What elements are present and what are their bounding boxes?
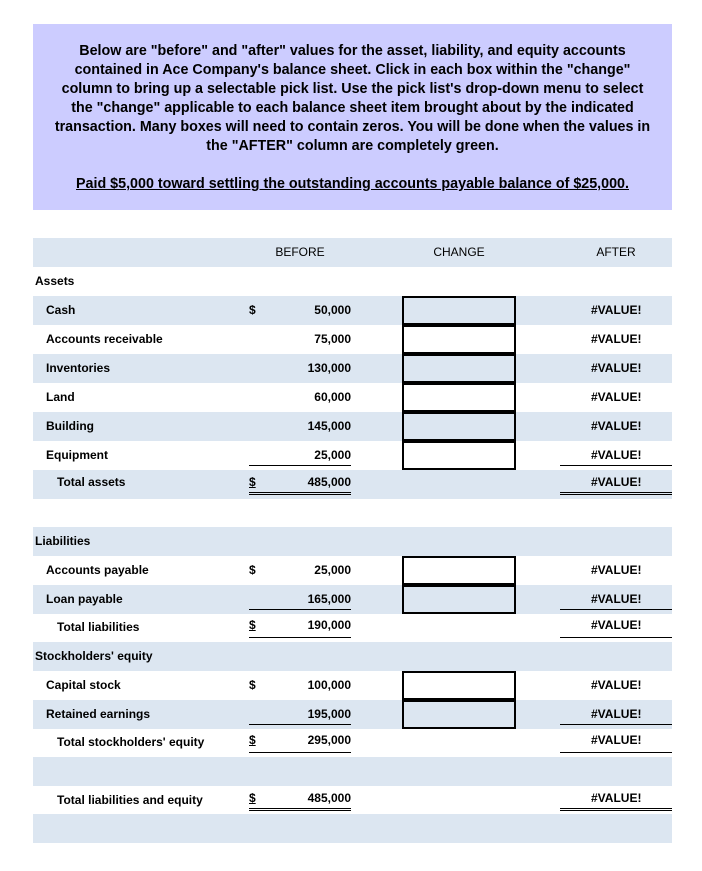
after-value: #VALUE!	[560, 470, 672, 495]
before-value: 485,000	[249, 786, 351, 811]
before-value: 145,000	[307, 419, 351, 433]
before-value: 485,000	[249, 470, 351, 495]
after-value: #VALUE!	[591, 332, 642, 346]
dollar-sign: $	[249, 678, 256, 692]
section-label: Stockholders' equity	[35, 649, 153, 663]
change-input-capital-stock[interactable]	[402, 671, 516, 700]
row-label: Accounts receivable	[46, 332, 163, 346]
after-value: #VALUE!	[591, 361, 642, 375]
before-value: 130,000	[307, 361, 351, 375]
row-cash	[0, 296, 702, 325]
row-label: Inventories	[46, 361, 111, 375]
section-label: Liabilities	[35, 534, 91, 548]
before-header: BEFORE	[275, 245, 325, 259]
row-retained-earnings	[0, 700, 702, 729]
change-input-cash[interactable]	[402, 296, 516, 325]
row-label: Total stockholders' equity	[57, 735, 205, 749]
before-value: 195,000	[249, 700, 351, 725]
before-value: 100,000	[307, 678, 351, 692]
row-label: Total liabilities	[57, 620, 140, 634]
row-total-liabilities-equity	[0, 786, 702, 815]
before-value: 50,000	[314, 303, 351, 317]
row-equipment	[0, 441, 702, 470]
row-band	[33, 814, 672, 843]
after-value: #VALUE!	[591, 419, 642, 433]
row-accounts-payable	[0, 556, 702, 585]
before-value: 25,000	[249, 441, 351, 466]
row-total-liabilities	[0, 613, 702, 642]
change-input-accounts-payable[interactable]	[402, 556, 516, 585]
change-input-accounts-receivable[interactable]	[402, 325, 516, 354]
dollar-sign: $	[249, 733, 256, 747]
change-input-inventories[interactable]	[402, 354, 516, 383]
row-inventories	[0, 354, 702, 383]
row-label: Cash	[46, 303, 76, 317]
before-value: 165,000	[249, 585, 351, 610]
change-input-loan-payable[interactable]	[402, 585, 516, 614]
after-header: AFTER	[596, 245, 636, 259]
before-value: 25,000	[314, 563, 351, 577]
row-label: Total assets	[57, 475, 126, 489]
row-label: Building	[46, 419, 94, 433]
row-total-equity	[0, 728, 702, 757]
section-assets	[0, 267, 702, 296]
row-capital-stock	[0, 671, 702, 700]
change-input-retained-earnings[interactable]	[402, 700, 516, 729]
after-value: #VALUE!	[560, 441, 672, 466]
row-land	[0, 383, 702, 412]
row-label: Equipment	[46, 448, 108, 462]
before-value: 75,000	[314, 332, 351, 346]
row-label: Capital stock	[46, 678, 121, 692]
before-value: 295,000	[249, 728, 351, 753]
row-band	[33, 757, 672, 786]
row-label: Total liabilities and equity	[57, 793, 203, 807]
row-accounts-receivable	[0, 325, 702, 354]
after-value: #VALUE!	[560, 700, 672, 725]
after-value: #VALUE!	[591, 563, 642, 577]
after-value: #VALUE!	[560, 613, 672, 638]
change-header: CHANGE	[433, 245, 485, 259]
row-total-assets	[0, 470, 702, 499]
after-value: #VALUE!	[560, 728, 672, 753]
after-value: #VALUE!	[560, 585, 672, 610]
after-value: #VALUE!	[591, 303, 642, 317]
section-equity	[0, 642, 702, 671]
before-value: 190,000	[249, 613, 351, 638]
change-input-equipment[interactable]	[402, 441, 516, 470]
dollar-sign: $	[249, 618, 256, 632]
row-building	[0, 412, 702, 441]
row-label: Land	[46, 390, 75, 404]
change-input-building[interactable]	[402, 412, 516, 441]
instructions-text: Below are "before" and "after" values for the asset, liability, and equity accounts contained in Ace Company's balance sheet. Click in each box within the "change" column to bring up a selectable pick list. Use the pick list's drop-down menu to select the "change" applicable to each balance sheet item brought about by the indicated transaction. Many boxes will need to contain zeros. You will be done when the values in the "AFTER" column are completely green.	[54, 43, 651, 154]
row-label: Retained earnings	[46, 707, 151, 721]
before-value: 60,000	[314, 390, 351, 404]
row-loan-payable	[0, 585, 702, 614]
after-value: #VALUE!	[591, 678, 642, 692]
dollar-sign: $	[249, 563, 256, 577]
section-liabilities	[0, 527, 702, 556]
column-header-row	[0, 238, 702, 267]
section-label: Assets	[35, 274, 75, 288]
dollar-sign: $	[249, 303, 256, 317]
instructions-panel	[33, 24, 672, 210]
row-label: Loan payable	[46, 592, 123, 606]
dollar-sign: $	[249, 791, 256, 805]
after-value: #VALUE!	[560, 786, 672, 811]
row-label: Accounts payable	[46, 563, 149, 577]
change-input-land[interactable]	[402, 383, 516, 412]
after-value: #VALUE!	[591, 390, 642, 404]
transaction-text: Paid $5,000 toward settling the outstanding accounts payable balance of $25,000.	[76, 176, 629, 192]
dollar-sign: $	[249, 475, 256, 489]
